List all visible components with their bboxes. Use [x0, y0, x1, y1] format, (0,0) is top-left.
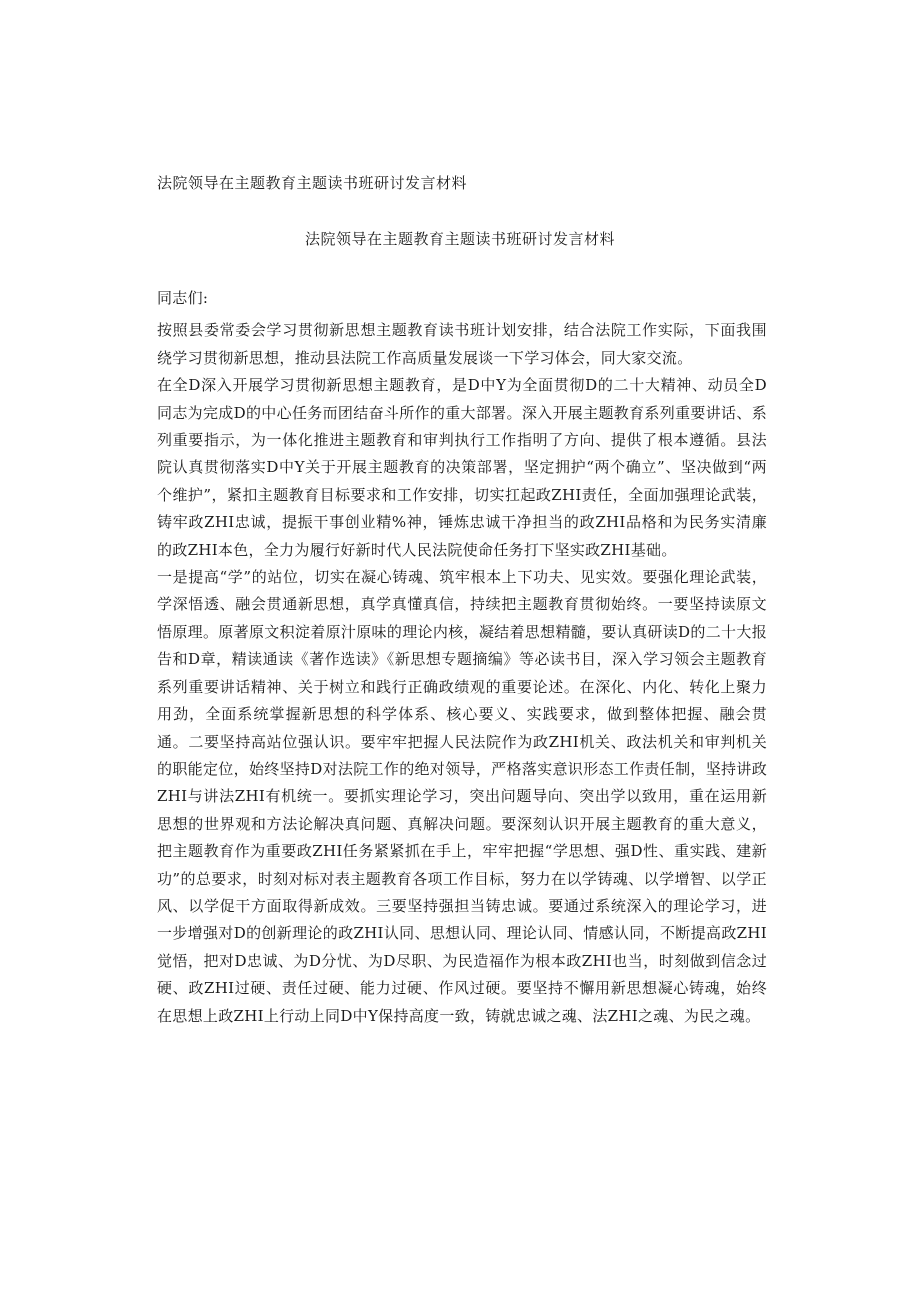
document-body: [157, 285, 767, 1030]
paragraph-intro: 按照县委常委会学习贯彻新思想主题教育读书班计划安排，结合法院工作实际，下面我围绕学习贯彻新思想，推动县法院工作高质量发展谈一下学习体会，同大家交流。: [157, 321, 767, 367]
paragraph-point-one: 一是提高“学”的站位，切实在凝心铸魂、筑牢根本上下功夫、见实效。要强化理论武装，学深悟透、融会贯通新思想，真学真懂真信，持续把主题教育贯彻始终。一要坚持读原文悟原理。原著原文积淀着原汁原味的理论内核，凝结着思想精髓，要认真研读D的二十大报告和D章，精读通读《著作选读》《新思想专题摘编》等必读书目，深入学习领会主题教育系列重要讲话精神、关于树立和践行正确政绩观的重要论述。在深化、内化、转化上聚力用劲，全面系统掌握新思想的科学体系、核心要义、实践要求，做到整体把握、融会贯通。二要坚持高站位强认识。要牢牢把握人民法院作为政ZHI机关、政法机关和审判机关的职能定位，始终坚持D对法院工作的绝对领导，严格落实意识形态工作责任制，坚持讲政ZHI与讲法ZHI有机统一。要抓实理论学习，突出问题导向、突出学以致用，重在运用新思想的世界观和方法论解决真问题、真解决问题。要深刻认识开展主题教育的重大意义，把主题教育作为重要政ZHI任务紧紧抓在手上，牢牢把握“学思想、强D性、重实践、建新功”的总要求，时刻对标对表主题教育各项工作目标，努力在以学铸魂、以学增智、以学正风、以学促干方面取得新成效。三要坚持强担当铸忠诚。要通过系统深入的理论学习，进一步增强对D的创新理论的政ZHI认同、思想认同、理论认同、情感认同，不断提高政ZHI觉悟，把对D忠诚、为D分忧、为D尽职、为民造福作为根本政ZHI也当，时刻做到信念过硬、政ZHI过硬、责任过硬、能力过硬、作风过硬。要坚持不懈用新思想凝心铸魂，始终在思想上政ZHI上行动上同D中Y保持高度一致，铸就忠诚之魂、法ZHI之魂、为民之魂。: [157, 568, 767, 1025]
paragraph-background: 在全D深入开展学习贯彻新思想主题教育，是D中Y为全面贯彻D的二十大精神、动员全D同志为完成D的中心任务而团结奋斗所作的重大部署。深入开展主题教育系列重要讲话、系列重要指示，为一体化推进主题教育和审判执行工作指明了方向、提供了根本遵循。县法院认真贯彻落实D中Y关于开展主题教育的决策部署，坚定拥护“两个确立”、坚决做到“两个维护”，紧扣主题教育目标要求和工作安排，切实扛起政ZHI责任，全面加强理论武装，铸牢政ZHI忠诚，提振干事创业精%神，锤炼忠诚干净担当的政ZHI品格和为民务实清廉的政ZHI本色，全力为履行好新时代人民法院使命任务打下坚实政ZHI基础。: [157, 376, 767, 559]
document-header: 法院领导在主题教育主题读书班研讨发言材料: [157, 174, 468, 192]
document-title: 法院领导在主题教育主题读书班研讨发言材料: [304, 230, 615, 248]
salutation: 同志们:: [157, 289, 209, 307]
